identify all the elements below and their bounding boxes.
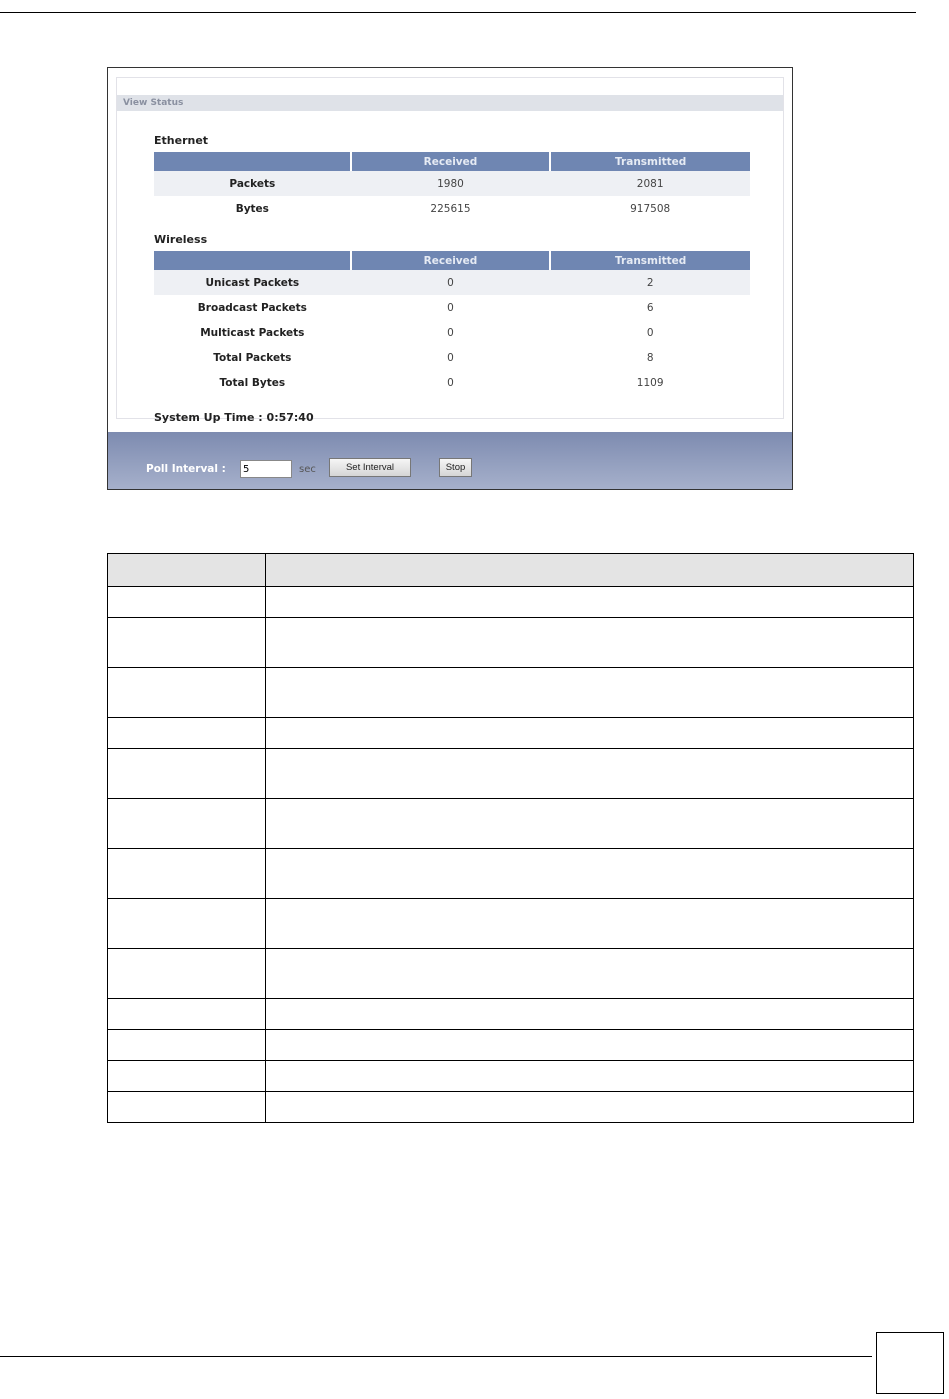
ethernet-col-transmitted: Transmitted [550, 152, 750, 171]
row-transmitted: 1109 [636, 376, 664, 389]
row-transmitted: 2 [550, 270, 750, 295]
desc-header-label [108, 554, 266, 587]
wireless-col-transmitted: Transmitted [550, 251, 750, 270]
row-received: 1980 [351, 171, 551, 196]
table-row [108, 799, 914, 849]
wireless-col-received: Received [351, 251, 551, 270]
row-label: Multicast Packets [200, 326, 305, 339]
row-transmitted: 0 [646, 326, 654, 339]
row-transmitted: 2081 [550, 171, 750, 196]
ethernet-col-received: Received [351, 152, 551, 171]
row-transmitted: 6 [646, 301, 654, 314]
row-label: Total Packets [213, 351, 292, 364]
table-row [154, 295, 750, 320]
table-row [108, 618, 914, 668]
row-label: Total Bytes [219, 376, 286, 389]
section-title: View Status [117, 95, 783, 111]
ethernet-table [154, 152, 750, 221]
row-label: Broadcast Packets [197, 301, 307, 314]
table-row [108, 749, 914, 799]
status-screenshot [107, 67, 793, 490]
set-interval-button[interactable]: Set Interval [329, 458, 411, 477]
ethernet-title: Ethernet [154, 134, 209, 147]
table-row [108, 1092, 914, 1123]
row-transmitted: 8 [646, 351, 654, 364]
wireless-table [154, 251, 750, 395]
poll-interval-input[interactable] [240, 460, 292, 478]
table-row [154, 196, 750, 221]
row-received: 0 [447, 301, 454, 314]
row-received: 225615 [430, 202, 471, 215]
row-label: Packets [154, 171, 351, 196]
wireless-title: Wireless [154, 233, 208, 246]
wireless-col-blank [154, 251, 351, 270]
table-row [108, 718, 914, 749]
row-label: Bytes [235, 202, 269, 215]
table-row [108, 668, 914, 718]
system-uptime: System Up Time : 0:57:40 [154, 411, 314, 424]
row-received: 0 [447, 376, 454, 389]
description-table [107, 553, 914, 1123]
footer-rule [0, 1356, 872, 1357]
page-number-box [876, 1332, 944, 1394]
table-row [154, 320, 750, 345]
table-row [108, 1030, 914, 1061]
table-row [108, 1061, 914, 1092]
poll-unit: sec [299, 464, 316, 475]
table-row [108, 899, 914, 949]
table-row [108, 587, 914, 618]
row-label: Unicast Packets [154, 270, 351, 295]
row-transmitted: 917508 [630, 202, 671, 215]
table-row [108, 949, 914, 999]
poll-interval-label: Poll Interval : [146, 463, 226, 475]
header-rule [0, 12, 916, 13]
table-row [154, 270, 750, 295]
stop-button[interactable]: Stop [439, 458, 472, 477]
table-row [154, 171, 750, 196]
table-row [108, 999, 914, 1030]
table-row [154, 345, 750, 370]
desc-header-description [266, 554, 914, 587]
ethernet-col-blank [154, 152, 351, 171]
row-received: 0 [351, 270, 551, 295]
table-row [154, 370, 750, 395]
status-panel [116, 77, 784, 424]
table-row [108, 849, 914, 899]
row-received: 0 [447, 326, 454, 339]
row-received: 0 [447, 351, 454, 364]
